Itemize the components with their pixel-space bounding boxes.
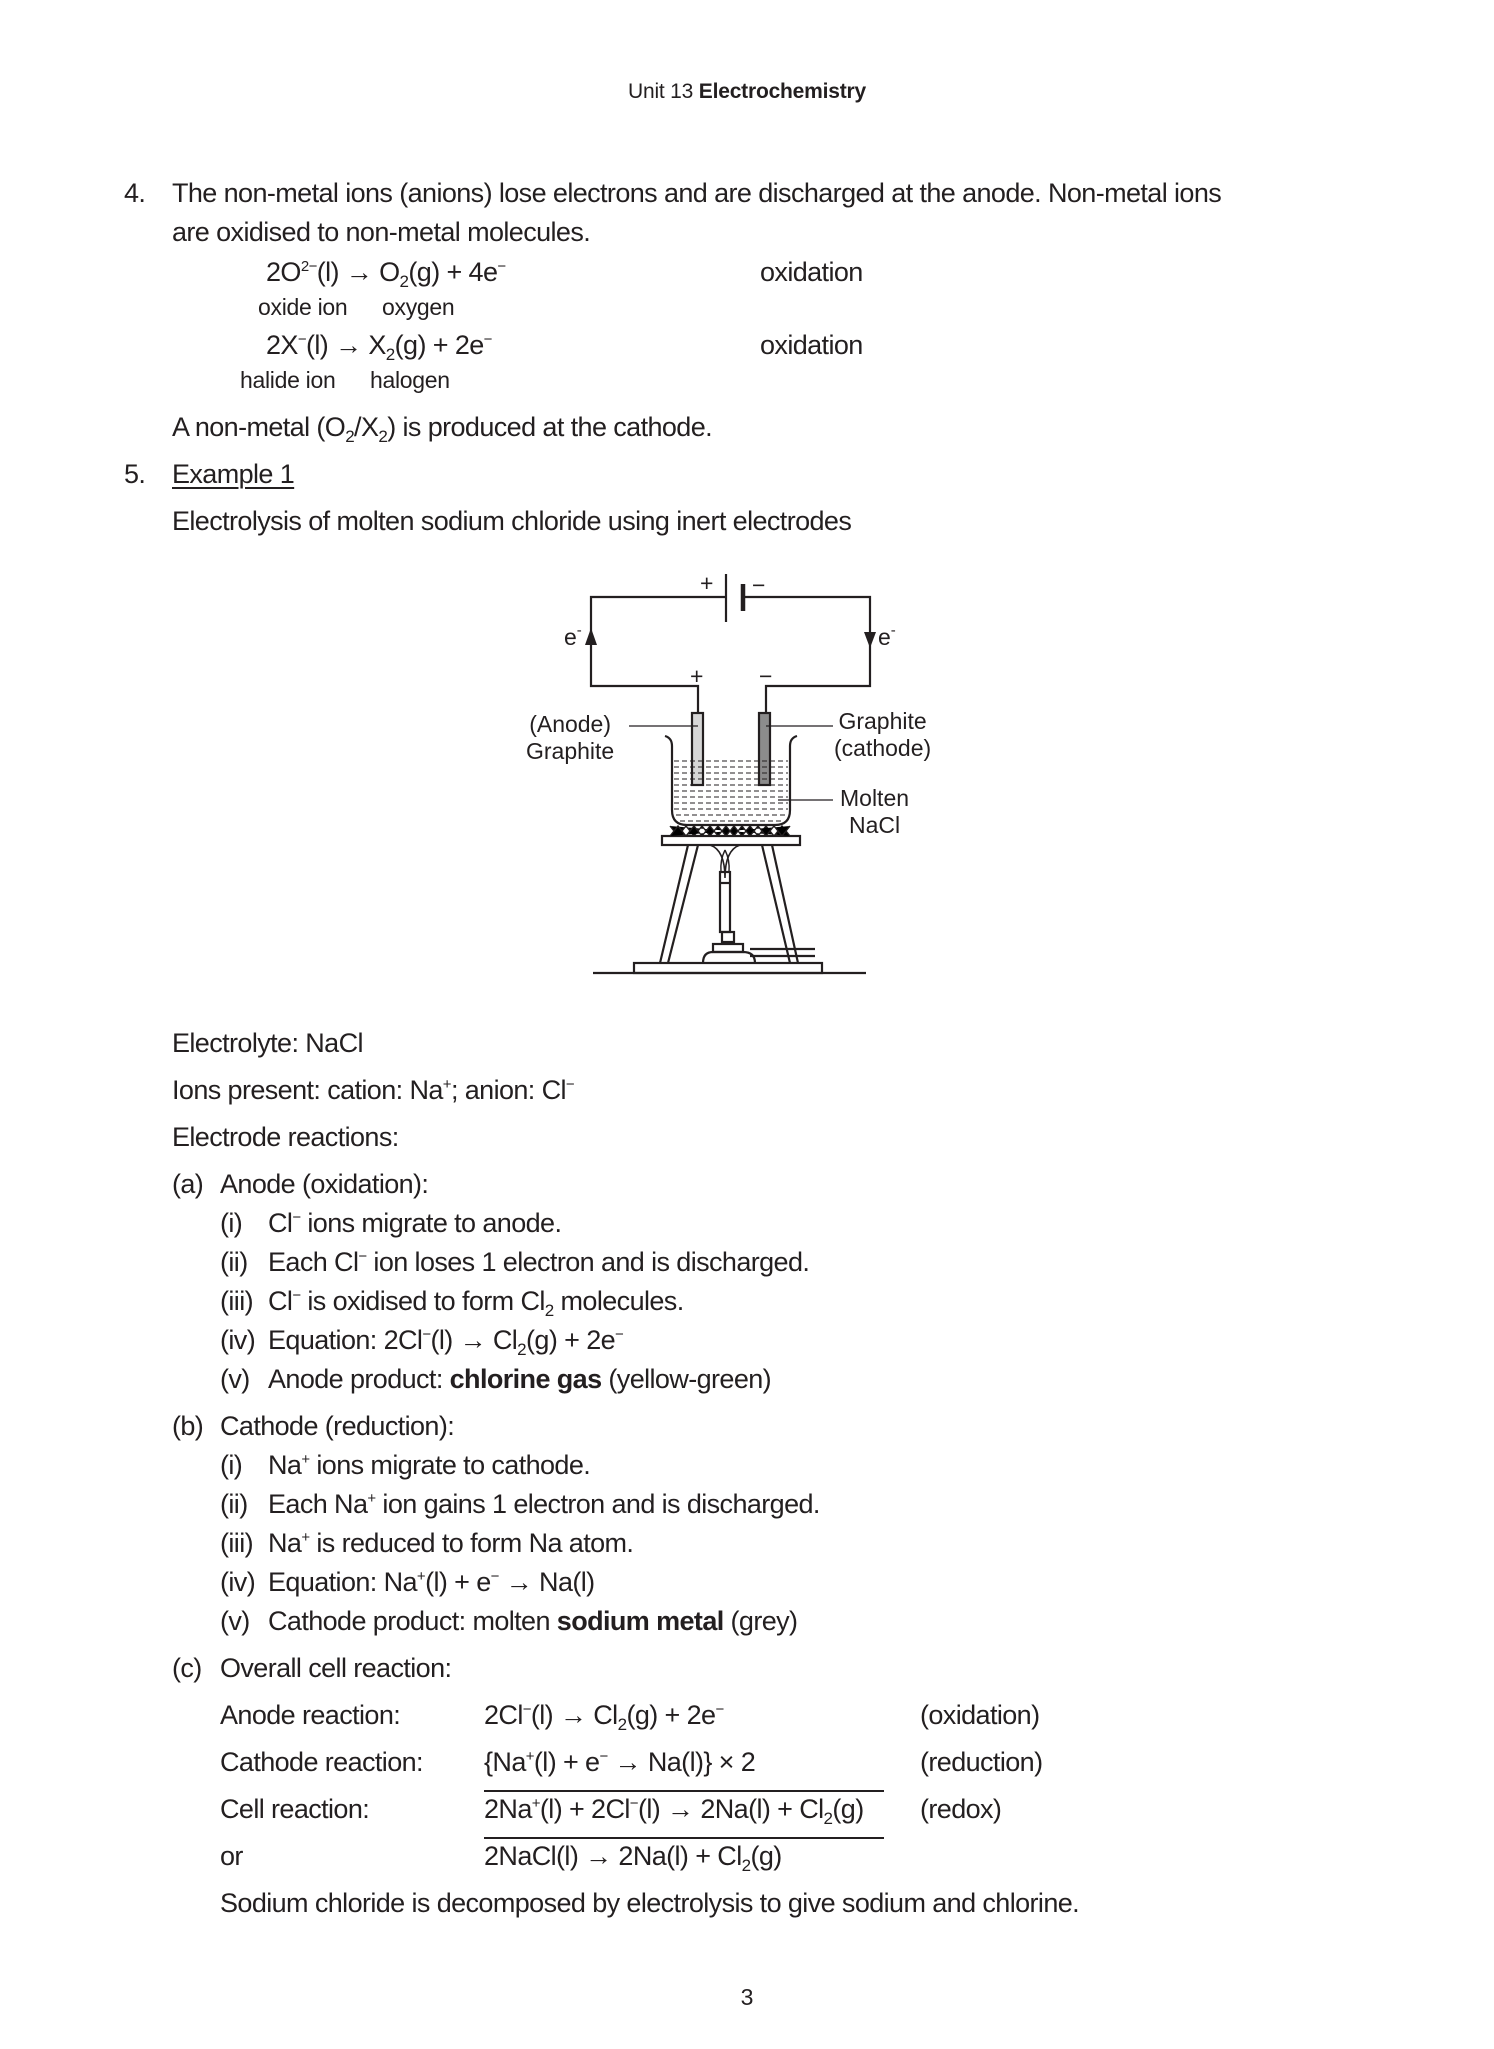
anode-section-heading: Anode (oxidation): xyxy=(220,1169,429,1199)
anode-sign: + xyxy=(690,663,704,689)
battery-negative-sign: − xyxy=(752,572,766,598)
unit-title: Electrochemistry xyxy=(698,80,866,103)
anode-item: Each Cl− ion loses 1 electron and is discharged. xyxy=(268,1247,810,1277)
overall-row-label: Cell reaction: xyxy=(220,1794,370,1824)
cathode-sign: − xyxy=(759,663,773,689)
overall-row-equation: $2Na^+(l) + 2Cl^-(l) \to 2Na(l) + Cl_2(g)$ xyxy=(484,1794,864,1828)
overall-row-label: Cathode reaction: xyxy=(220,1747,423,1777)
label-oxygen: oxygen xyxy=(382,294,455,320)
electrolysis-apparatus-diagram xyxy=(500,560,980,1000)
cathode-section-heading: Cathode (reduction): xyxy=(220,1411,455,1441)
unit-number: Unit 13 xyxy=(628,80,694,103)
anode-label: (Anode) Graphite xyxy=(526,711,615,764)
anode-item: Equation: $2Cl^-(l) \to Cl_2(g) + 2e^-$ xyxy=(268,1325,624,1359)
anode-item-num: (i) xyxy=(220,1208,243,1238)
anode-item-num: (iii) xyxy=(220,1286,253,1316)
overall-section-heading: Overall cell reaction: xyxy=(220,1653,452,1683)
electrolyte-line: Electrolyte: NaCl xyxy=(172,1028,363,1058)
overall-row-type: (reduction) xyxy=(920,1747,1043,1777)
cathode-item: Na+ is reduced to form Na atom. xyxy=(268,1528,634,1558)
overall-row-equation: $2Cl^-(l) \to Cl_2(g) + 2e^-$ xyxy=(484,1700,724,1734)
anode-item: Anode product: chlorine gas (yellow-green) xyxy=(268,1364,772,1394)
anode-item-num: (ii) xyxy=(220,1247,248,1277)
overall-section-label: (c) xyxy=(172,1653,202,1683)
overall-summary: Sodium chloride is decomposed by electrolysis to give sodium and chlorine. xyxy=(220,1888,1080,1918)
overall-row-equation: 2NaCl(l) → $2Na(l) + Cl_2(g)$ xyxy=(484,1841,782,1875)
cathode-item: Equation: Na+(l) + e− → Na(l) xyxy=(268,1567,595,1597)
overall-row-label: or xyxy=(220,1841,243,1871)
equation-oxide: $2O^{2-}(l) \to O_2(g) + 4e^-$ xyxy=(266,257,506,291)
label-oxide-ion: oxide ion xyxy=(258,294,348,320)
point-4-line-1: The non-metal ions (anions) lose electrons and are discharged at the anode. Non-metal ions xyxy=(172,178,1222,208)
cathode-label: Graphite (cathode) xyxy=(834,708,932,761)
anode-item-num: (v) xyxy=(220,1364,250,1394)
anode-item: Cl− is oxidised to form $Cl_2$ molecules. xyxy=(268,1286,684,1320)
anode-item: Cl− ions migrate to anode. xyxy=(268,1208,562,1238)
equation-halide-type: oxidation xyxy=(760,330,863,360)
overall-row-equation: {Na+(l) + e− → Na(l)} × 2 xyxy=(484,1747,756,1777)
cathode-item: Cathode product: molten sodium metal (grey) xyxy=(268,1606,798,1636)
cathode-item-num: (ii) xyxy=(220,1489,248,1519)
cathode-item: Na+ ions migrate to cathode. xyxy=(268,1450,591,1480)
anode-item-num: (iv) xyxy=(220,1325,256,1355)
sum-rule-1 xyxy=(484,1790,884,1792)
electron-flow-right: e- xyxy=(878,622,896,650)
point-4-conclusion: A non-metal $(O_2/X_2)$ is produced at the cathode. xyxy=(172,412,713,446)
example-subtitle: Electrolysis of molten sodium chloride using inert electrodes xyxy=(172,506,852,536)
electron-flow-left: e- xyxy=(564,622,582,650)
page-number: 3 xyxy=(740,1984,754,2010)
overall-row-type: (oxidation) xyxy=(920,1700,1040,1730)
cathode-item: Each Na+ ion gains 1 electron and is discharged. xyxy=(268,1489,820,1519)
sum-rule-2 xyxy=(484,1837,884,1839)
equation-oxide-type: oxidation xyxy=(760,257,863,287)
cathode-item-num: (iv) xyxy=(220,1567,256,1597)
cathode-item-num: (i) xyxy=(220,1450,243,1480)
example-heading: Example 1 xyxy=(172,459,295,489)
equation-halide: $2X^-(l) \to X_2(g) + 2e^-$ xyxy=(266,330,492,364)
cathode-item-num: (iii) xyxy=(220,1528,253,1558)
electrolyte-label: Molten NaCl xyxy=(840,785,910,838)
label-halogen: halogen xyxy=(370,367,450,393)
battery-positive-sign: + xyxy=(700,570,714,596)
point-4-number: 4. xyxy=(124,178,146,208)
overall-row-type: (redox) xyxy=(920,1794,1002,1824)
point-4-line-2: are oxidised to non-metal molecules. xyxy=(172,217,591,247)
cathode-section-label: (b) xyxy=(172,1411,204,1441)
anode-section-label: (a) xyxy=(172,1169,204,1199)
point-5-number: 5. xyxy=(124,459,146,489)
running-header xyxy=(0,80,1494,104)
overall-row-label: Anode reaction: xyxy=(220,1700,401,1730)
label-halide-ion: halide ion xyxy=(240,367,336,393)
cathode-item-num: (v) xyxy=(220,1606,250,1636)
electrode-reactions-heading: Electrode reactions: xyxy=(172,1122,399,1152)
ions-present-line: Ions present: cation: Na+; anion: Cl− xyxy=(172,1075,575,1105)
